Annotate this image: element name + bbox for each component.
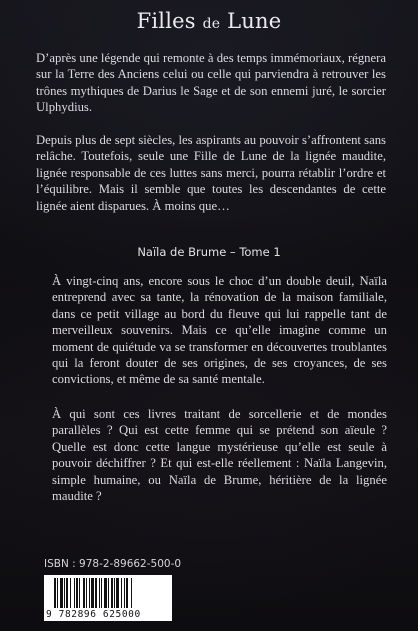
barcode-bar (66, 578, 68, 608)
barcode-bar (64, 578, 65, 608)
barcode-bar (124, 578, 125, 608)
lineage-paragraph: Depuis plus de sept siècles, les aspirants au pouvoir s’affrontent sans relâche. Toutefois, seule une Fille de Lune de la lignée maudite, lignée responsable de ces luttes sans merci, pourra rétablir l’ordre et l’équilibre. Mais il semble que toutes les descendantes de cette lignée aient disparues. À moins que… (36, 133, 386, 213)
barcode-bar (131, 578, 132, 608)
barcode-bar (60, 578, 63, 608)
barcode-bar (74, 578, 75, 608)
barcode-bar (111, 578, 113, 608)
barcode-bar (121, 578, 122, 608)
barcode-bar (99, 578, 100, 608)
barcode-bar (116, 578, 119, 608)
summary-paragraph: À vingt-cinq ans, encore sous le choc d’un double deuil, Naïla entreprend avec sa tante, la rénovation de la maison familiale, dans ce petit village au bord du fleuve qui lui rappelle tant de merveilleux souvenirs. Mais ce qu’elle imagine comme un moment de quiétude va se transformer en découvertes troublantes qui la feront douter de ses origines, de ses croyances, de ses convictions, et même de sa santé mentale. (52, 274, 387, 387)
barcode-bar (95, 578, 97, 608)
barcode-number: 9 782896 625000 (46, 609, 141, 620)
barcode-bar (126, 578, 128, 608)
barcode (44, 575, 172, 621)
barcode-bar (114, 578, 115, 608)
isbn-label: ISBN : 978-2-89662-500-0 (44, 558, 182, 570)
questions-paragraph: À qui sont ces livres traitant de sorcellerie et de mondes parallèles ? Qui est cette femme qui se prétend son aïeule ? Quelle est donc cette langue mystérieuse qu’elle est seule à pouvoir déchiffrer ? Et qui est-elle réellement : Naïla Langevin, simple humaine, ou Naïla de Brume, héritière de la lignée maudite ? (52, 407, 387, 504)
barcode-bar (101, 578, 102, 608)
title-word-lune: Lune (227, 9, 282, 33)
barcode-bar (89, 578, 90, 608)
legend-paragraph: D’après une légende qui remonte à des temps immémoriaux, régnera sur la Terre des Anciens celui ou celle qui parviendra à retrouver les trônes mythiques de Darius le Sage et de son ennemi juré, le sorcier Ulphydius. (36, 51, 386, 115)
barcode-bar (83, 578, 85, 608)
barcode-bar (57, 578, 58, 608)
barcode-bar (76, 578, 78, 608)
series-subtitle: Naïla de Brume – Tome 1 (137, 245, 281, 259)
barcode-bar (104, 578, 107, 608)
barcode-bar (70, 578, 71, 608)
title-word-filles: Filles (136, 9, 196, 33)
barcode-bar (86, 578, 87, 608)
barcode-bar (79, 578, 80, 608)
title-word-de: de (202, 16, 221, 32)
barcode-bar (91, 578, 94, 608)
book-title (0, 8, 418, 37)
barcode-bars (54, 578, 162, 608)
barcode-bar (54, 578, 56, 608)
barcode-bar (108, 578, 109, 608)
